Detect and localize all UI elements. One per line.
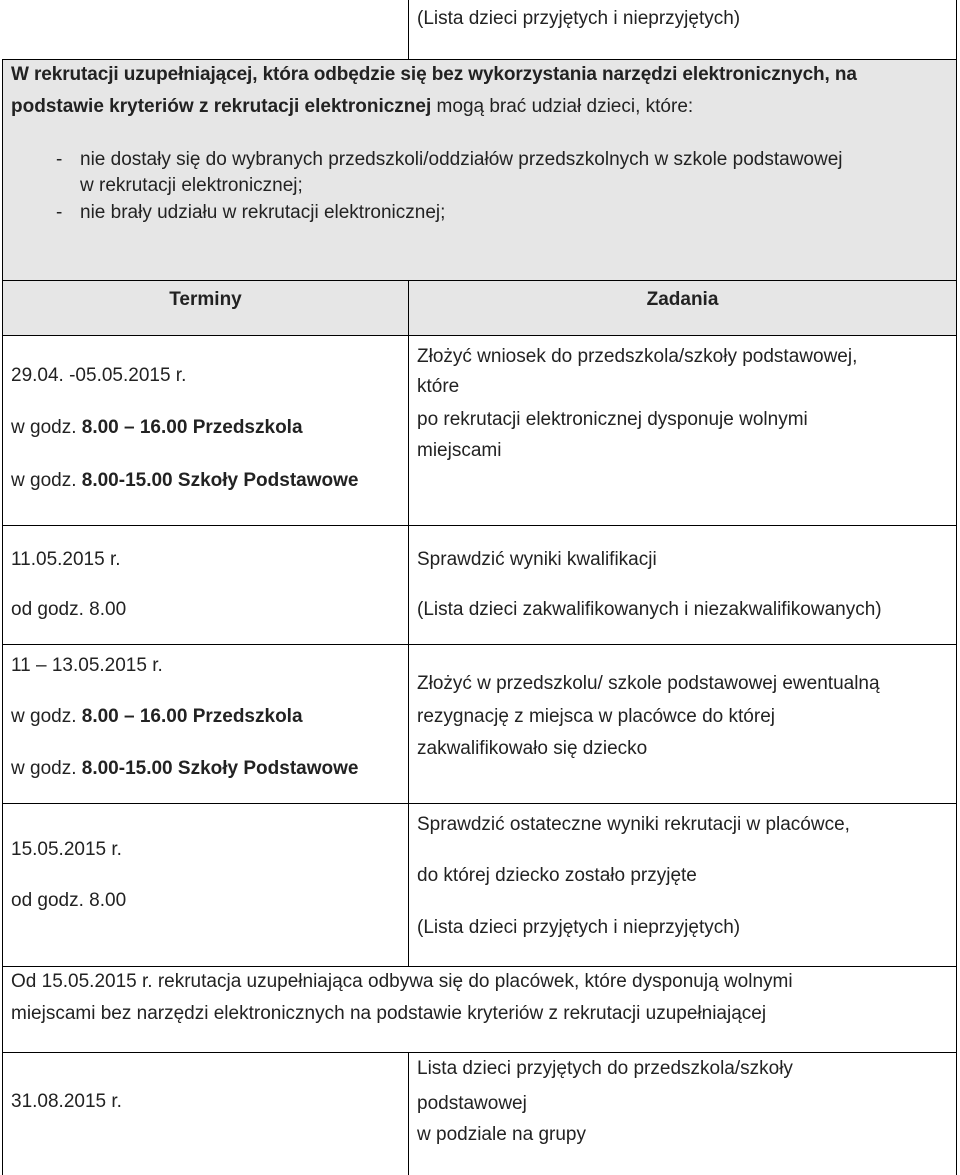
row3-time2-a: w godz. bbox=[11, 758, 82, 779]
row5-task-line1: Lista dzieci przyjętych do przedszkola/szkoły bbox=[417, 1058, 793, 1079]
note-line1: Od 15.05.2015 r. rekrutacja uzupełniająca odbywa się do placówek, które dysponują wolnymi bbox=[11, 971, 793, 992]
row1-task-line3: po rekrutacji elektronicznej dysponuje wolnymi bbox=[417, 409, 808, 430]
table-border bbox=[2, 335, 957, 336]
bullet-dash-2: - bbox=[56, 202, 63, 223]
bullet-2-line1: nie brały udziału w rekrutacji elektronicznej; bbox=[80, 202, 446, 223]
row2-date: 11.05.2015 r. bbox=[11, 549, 121, 570]
row1-time2 bbox=[11, 469, 358, 493]
bullet-dash-1: - bbox=[56, 149, 63, 170]
header-terminy: Terminy bbox=[169, 289, 242, 310]
row3-time2-b: 8.00-15.00 Szkoły Podstawowe bbox=[81, 758, 359, 779]
row2-time: od godz. 8.00 bbox=[11, 599, 127, 620]
row1-time2-a: w godz. bbox=[11, 470, 82, 491]
row1-task-line4: miejscami bbox=[417, 440, 502, 461]
intro-line2 bbox=[11, 95, 693, 119]
table-border bbox=[2, 59, 957, 60]
row1-time2-b: 8.00-15.00 Szkoły Podstawowe bbox=[81, 470, 359, 491]
row2-task-line2: (Lista dzieci zakwalifikowanych i niezakwalifikowanych) bbox=[417, 599, 882, 620]
intro-line2-bold: podstawie kryteriów z rekrutacji elektronicznej bbox=[11, 96, 432, 117]
row4-task-line3: (Lista dzieci przyjętych i nieprzyjętych) bbox=[417, 917, 741, 938]
row1-time1-b: 8.00 – 16.00 Przedszkola bbox=[81, 417, 303, 438]
table-border bbox=[2, 280, 957, 281]
row4-task-line2: do której dziecko zostało przyjęte bbox=[417, 865, 697, 886]
row2-task-line1: Sprawdzić wyniki kwalifikacji bbox=[417, 549, 657, 570]
row1-date: 29.04. -05.05.2015 r. bbox=[11, 365, 187, 386]
row1-task-line2: które bbox=[417, 376, 460, 397]
row4-task-line1: Sprawdzić ostateczne wyniki rekrutacji w placówce, bbox=[417, 814, 850, 835]
row3-task-line1: Złożyć w przedszkolu/ szkole podstawowej ewentualną bbox=[417, 673, 880, 694]
row3-time2 bbox=[11, 757, 358, 781]
row1-time1-a: w godz. bbox=[11, 417, 82, 438]
intro-line2-normal: mogą brać udział dzieci, które: bbox=[431, 96, 694, 117]
top-right-text: (Lista dzieci przyjętych i nieprzyjętych) bbox=[417, 8, 741, 29]
header-zadania: Zadania bbox=[646, 289, 719, 310]
table-border bbox=[408, 1052, 409, 1175]
table-border bbox=[2, 525, 957, 526]
row1-time1 bbox=[11, 416, 303, 440]
row4-time: od godz. 8.00 bbox=[11, 890, 127, 911]
table-border bbox=[2, 1052, 957, 1053]
row3-time1-a: w godz. bbox=[11, 706, 82, 727]
row5-task-line2: podstawowej bbox=[417, 1093, 527, 1114]
row5-task-line3: w podziale na grupy bbox=[417, 1124, 586, 1145]
row3-task-line2: rezygnację z miejsca w placówce do której bbox=[417, 706, 775, 727]
row3-task-line3: zakwalifikowało się dziecko bbox=[417, 738, 648, 759]
row1-task-line1: Złożyć wniosek do przedszkola/szkoły podstawowej, bbox=[417, 346, 858, 367]
table-border bbox=[2, 644, 957, 645]
bullet-1-line2: w rekrutacji elektronicznej; bbox=[80, 175, 303, 196]
row3-time1 bbox=[11, 705, 303, 729]
note-line2: miejscami bez narzędzi elektronicznych na podstawie kryteriów z rekrutacji uzupełniającej bbox=[11, 1003, 767, 1024]
table-border bbox=[956, 0, 957, 1175]
table-border bbox=[408, 280, 409, 967]
bullet-1-line1: nie dostały się do wybranych przedszkoli/oddziałów przedszkolnych w szkole podstawowej bbox=[80, 149, 843, 170]
table-border bbox=[408, 0, 409, 60]
row3-time1-b: 8.00 – 16.00 Przedszkola bbox=[81, 706, 303, 727]
table-border bbox=[2, 59, 3, 1175]
row3-date: 11 – 13.05.2015 r. bbox=[11, 655, 163, 676]
table-border bbox=[2, 966, 957, 967]
intro-line1: W rekrutacji uzupełniającej, która odbędzie się bez wykorzystania narzędzi elektronicznych, na bbox=[11, 64, 857, 85]
row4-date: 15.05.2015 r. bbox=[11, 839, 122, 860]
row5-date: 31.08.2015 r. bbox=[11, 1091, 122, 1112]
table-border bbox=[2, 803, 957, 804]
